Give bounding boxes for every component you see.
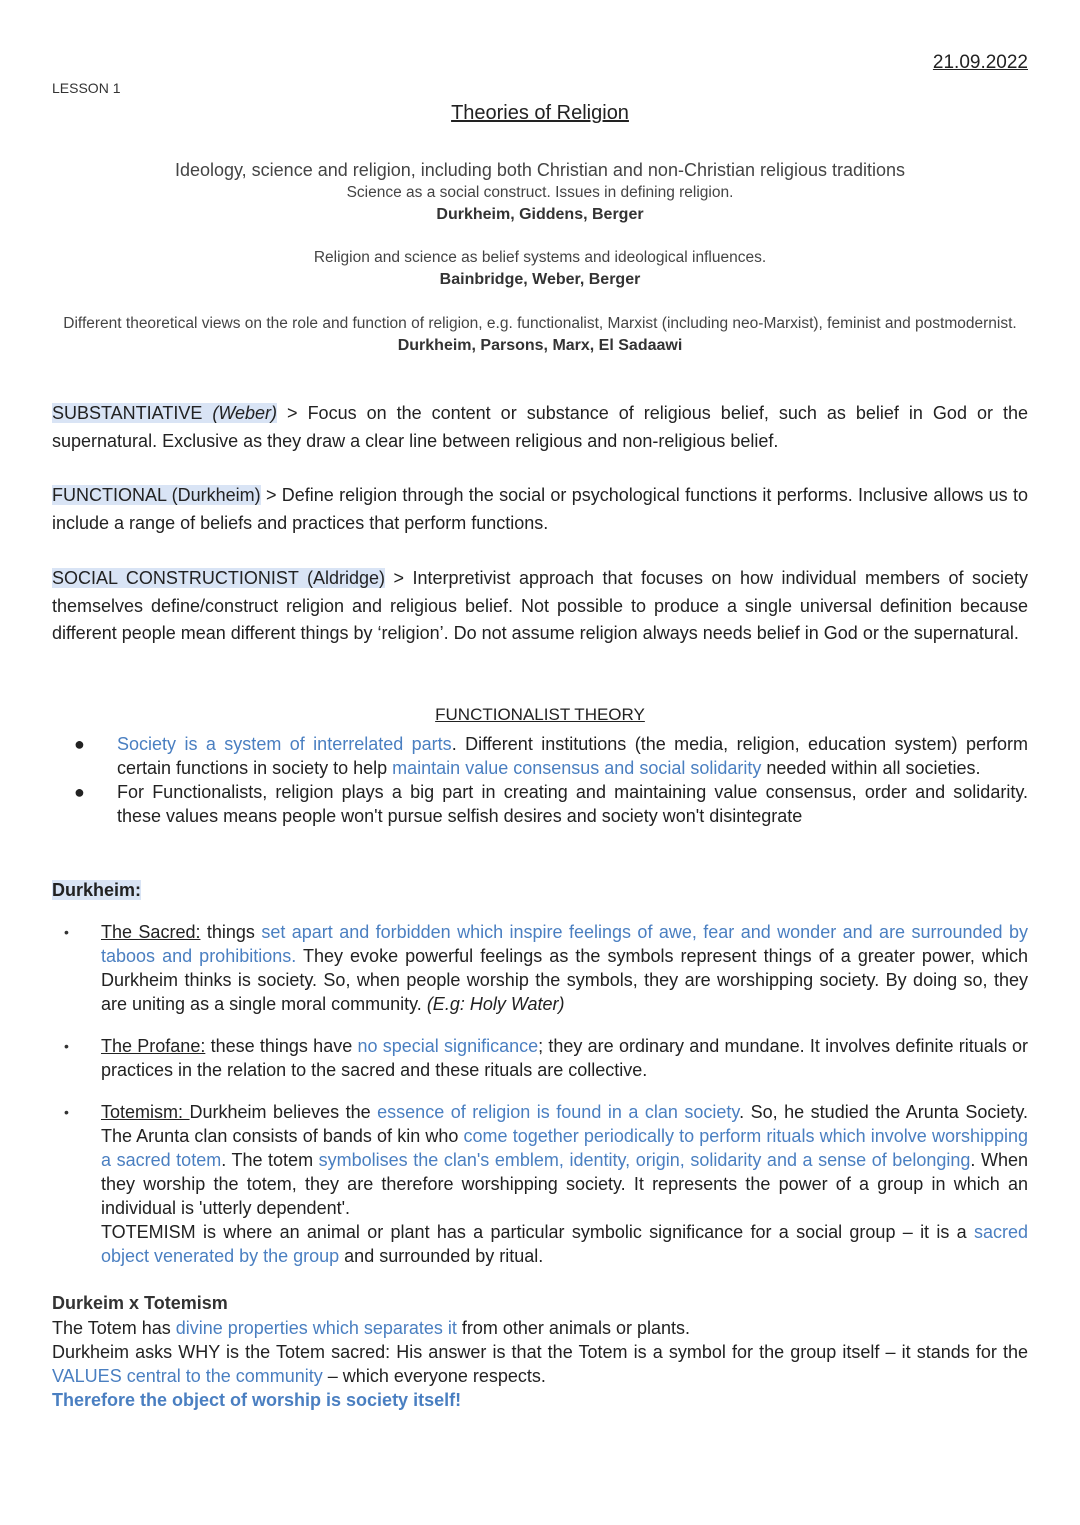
highlight-text: no special significance <box>357 1036 539 1056</box>
text: They evoke powerful feelings as the symbols represent things of a greater power, which Durkheim thinks is society. So, when people worship the symbols, they are worshipping society. By doing so, they are uniting as a single moral community. <box>101 946 1029 1014</box>
list-item <box>52 733 1028 780</box>
text: needed within all societies. <box>761 757 981 778</box>
definition-substantive <box>52 400 1028 455</box>
durkheim-list <box>52 920 1028 1269</box>
lesson-label: LESSON 1 <box>52 80 121 96</box>
item-label: Totemism: <box>101 1102 190 1122</box>
totem-paragraph <box>52 1316 1028 1412</box>
text: and surrounded by ritual. <box>339 1246 544 1266</box>
list-item <box>52 920 1028 1016</box>
text: Durkheim asks WHY is the Totem sacred: His answer is that the Totem is a symbol for the group itself – it stands for the <box>52 1342 1028 1362</box>
spec-line: Science as a social construct. Issues in defining religion. <box>346 184 734 201</box>
text: . So, he studied the Arunta Society. The Arunta clan consists of bands of kin who <box>101 1102 1029 1146</box>
totem-heading: Durkeim x Totemism <box>52 1293 228 1313</box>
spec-line: Different theoretical views on the role and function of religion, e.g. functionalist, Marxist (including neo-Marxist), feminist and postmodernist. <box>63 315 1017 332</box>
term-author: (Weber) <box>212 403 278 423</box>
highlight-text: sacred object venerated by the group <box>101 1222 1028 1266</box>
text: For Functionalists, religion plays a big part in creating and maintaining value consensus, order and solidarity. these values means people won't pursue selfish desires and society won't disintegrate <box>117 782 1028 826</box>
bullet-icon: • <box>64 924 69 940</box>
definition-social-constructionist <box>52 565 1028 648</box>
bullet-icon: ● <box>74 734 85 754</box>
bullet-icon: ● <box>74 782 85 802</box>
highlight-text: symbolises the clan's emblem, identity, origin, solidarity and a sense of belonging <box>318 1150 971 1170</box>
bullet-icon: • <box>64 1104 69 1120</box>
text: things <box>200 922 262 942</box>
conclusion: Therefore the object of worship is society itself! <box>52 1390 462 1410</box>
functionalist-list <box>52 733 1028 829</box>
spec-block-1 <box>52 158 1028 226</box>
term: FUNCTIONAL (Durkheim) <box>52 485 261 505</box>
bullet-icon: • <box>64 1038 69 1054</box>
definition-text: > Focus on the content or substance of religious belief, such as belief in God or the supernatural. Exclusive as they draw a clear line between religious and non-religious belief. <box>52 403 1028 451</box>
spec-line: Ideology, science and religion, including both Christian and non-Christian religious traditions <box>174 160 906 180</box>
spec-names: Durkheim, Giddens, Berger <box>436 206 644 223</box>
term: SUBSTANTIATIVE <box>52 403 213 423</box>
highlight-text: maintain value consensus and social solidarity <box>392 757 762 778</box>
highlight-text: divine properties which separates it <box>175 1318 457 1338</box>
spec-line: Religion and science as belief systems and ideological influences. <box>313 249 767 266</box>
highlight-text: Society is a system of interrelated parts <box>117 734 452 754</box>
item-label: The Profane: <box>101 1036 206 1056</box>
spec-block-3 <box>52 313 1028 357</box>
text: . The totem <box>221 1150 319 1170</box>
text: from other animals or plants. <box>456 1318 690 1338</box>
page-title: Theories of Religion <box>451 102 629 124</box>
text: . When they worship the totem, they are therefore worshipping society. It represents the power of a group in which an individual is 'utterly dependent'. <box>101 1150 1028 1218</box>
date: 21.09.2022 <box>932 52 1028 73</box>
text: these things have <box>205 1036 358 1056</box>
text: Durkheim believes the <box>189 1102 378 1122</box>
durkheim-heading: Durkheim: <box>52 880 142 900</box>
definition-text: > Interpretivist approach that focuses on how individual members of society themselves define/construct religion and religious belief. Not possible to produce a single universal definition because different people mean different things by ‘religion’. Do not assume religion always needs belief in God or the supernatural. <box>52 568 1028 643</box>
definition-functional <box>52 482 1028 537</box>
text: The Totem has <box>52 1318 176 1338</box>
list-item <box>52 1100 1028 1268</box>
item-label: The Sacred: <box>101 922 201 942</box>
text: ; they are ordinary and mundane. It involves definite rituals or practices in the relation to the sacred and these rituals are collective. <box>101 1036 1029 1080</box>
highlight-text: set apart and forbidden which inspire feelings of awe, fear and wonder and are surrounded by taboos and prohibitions. <box>101 922 1028 966</box>
section-heading: FUNCTIONALIST THEORY <box>435 705 645 724</box>
highlight-text: essence of religion is found in a clan society <box>377 1102 740 1122</box>
definition-text: > Define religion through the social or psychological functions it performs. Inclusive allows us to include a range of beliefs and practices that perform functions. <box>52 485 1028 533</box>
list-item <box>52 781 1028 828</box>
list-item <box>52 1034 1028 1082</box>
text: – which everyone respects. <box>322 1366 546 1386</box>
text: . Different institutions (the media, religion, education system) perform certain functions in society to help <box>117 734 1028 778</box>
spec-block-2 <box>52 247 1028 291</box>
example: (E.g: Holy Water) <box>426 994 565 1014</box>
spec-names: Bainbridge, Weber, Berger <box>439 271 641 288</box>
text: TOTEMISM is where an animal or plant has a particular symbolic significance for a social group – it is a <box>101 1222 974 1242</box>
highlight-text: come together periodically to perform rituals which involve worshipping a sacred totem <box>101 1126 1028 1170</box>
term: SOCIAL CONSTRUCTIONIST (Aldridge) <box>52 568 385 588</box>
spec-names: Durkheim, Parsons, Marx, El Sadaawi <box>397 337 683 354</box>
highlight-text: VALUES central to the community <box>52 1366 323 1386</box>
